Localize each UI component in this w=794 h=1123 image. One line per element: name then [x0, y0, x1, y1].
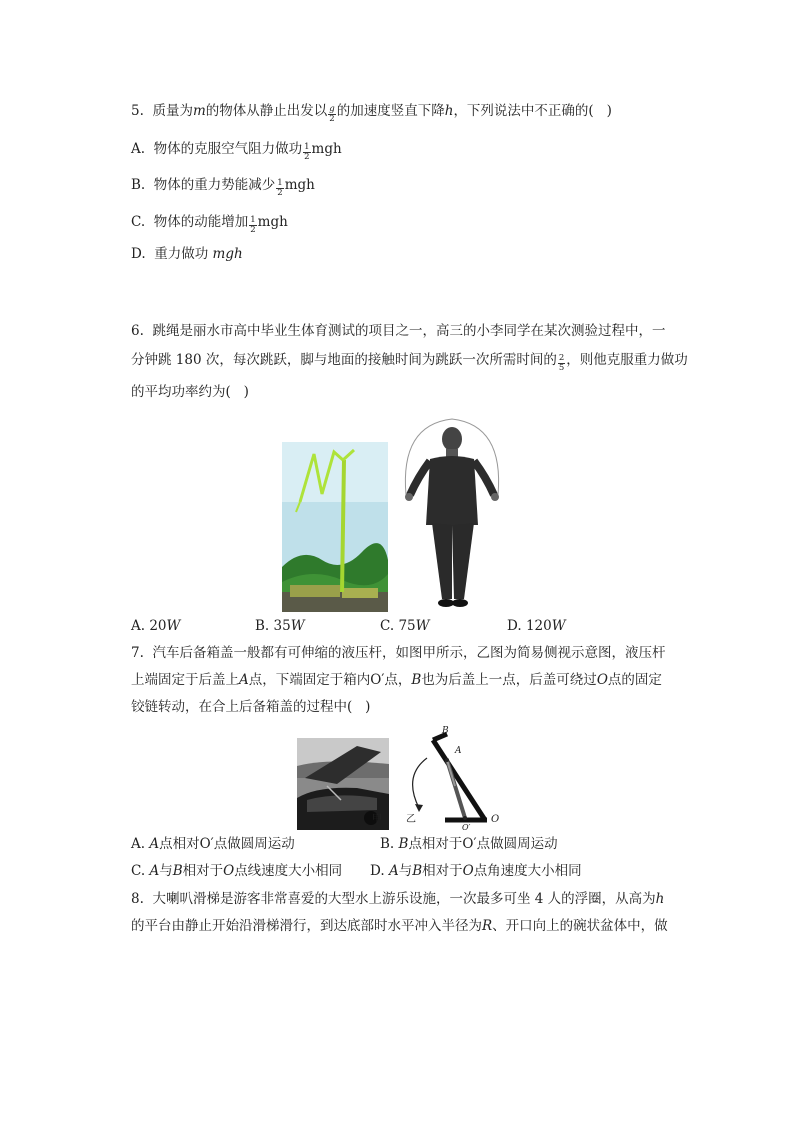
q7-line-2: 上端固定于后盖上A点，下端固定于箱内O′点，B也为后盖上一点，后盖可绕过O点的固定 [131, 672, 662, 688]
fraction-half: $\frac{1}{2}$ [304, 142, 310, 162]
fraction-two-fifths: $\frac{2}{5}$ [558, 353, 565, 373]
rope-jumper-image [392, 415, 512, 615]
figure-label-jia: 甲 [372, 814, 382, 825]
q5-stem: 5. 质量为m的物体从静止出发以 $\frac{g}{2}$ 的加速度竖直下降h，下列说法中不正确的( ) [131, 103, 612, 124]
q7-option-b: B. B点相对于O′点做圆周运动 [380, 836, 558, 852]
fraction-half: $\frac{1}{2}$ [250, 215, 256, 235]
figure-label-yi: 乙 [406, 814, 416, 825]
figure-label-b: B [442, 726, 449, 736]
fraction-g-over-2: $\frac{g}{2}$ [329, 104, 335, 124]
q6-line-1: 6. 跳绳是丽水市高中毕业生体育测试的项目之一，高三的小李同学在某次测验过程中，一 [131, 323, 666, 339]
concrete-pump-truck-image [282, 442, 388, 612]
q8-line-1: 8. 大喇叭滑梯是游客非常喜爱的大型水上游乐设施，一次最多可坐 4 人的浮圈，从高为h [131, 891, 665, 907]
q7-option-c: C. A与B相对于O点线速度大小相同 [131, 863, 343, 879]
q6-line-3: 的平均功率约为( ) [131, 384, 249, 400]
q7-line-3: 铰链转动，在合上后备箱盖的过程中( ) [131, 699, 371, 715]
q8-line-2: 的平台由静止开始沿滑梯滑行，到达底部时水平冲入半径为R、开口向上的碗状盆体中，做 [131, 918, 668, 934]
q7-option-d: D. A与B相对于O点角速度大小相同 [370, 863, 582, 879]
q7-option-a: A. A点相对O′点做圆周运动 [131, 836, 295, 852]
q5-option-a: A. 物体的克服空气阻力做功 $\frac{1}{2}$ mgh [131, 141, 342, 162]
q5-option-b: B. 物体的重力势能减少 $\frac{1}{2}$ mgh [131, 177, 315, 198]
figure-label-o: O [491, 814, 500, 825]
q6-option-a: A. 20W [131, 618, 181, 634]
q7-line-1: 7. 汽车后备箱盖一般都有可伸缩的液压杆，如图甲所示，乙图为简易侧视示意图，液压杆 [131, 645, 666, 661]
q6-option-c: C. 75W [380, 618, 430, 634]
figure-label-o-prime: O′ [462, 823, 471, 832]
q5-option-c: C. 物体的动能增加 $\frac{1}{2}$ mgh [131, 214, 288, 235]
q5-option-d: D. 重力做功 mgh [131, 246, 243, 262]
q6-line-2: 分钟跳 180 次，每次跳跃，脚与地面的接触时间为跳跃一次所需时间的 $\frac{2}{5}$ ，则他克服重力做功 [131, 352, 688, 373]
q6-option-d: D. 120W [507, 618, 566, 634]
q6-option-b: B. 35W [255, 618, 305, 634]
fraction-half: $\frac{1}{2}$ [277, 178, 283, 198]
figure-label-a: A [455, 746, 462, 756]
